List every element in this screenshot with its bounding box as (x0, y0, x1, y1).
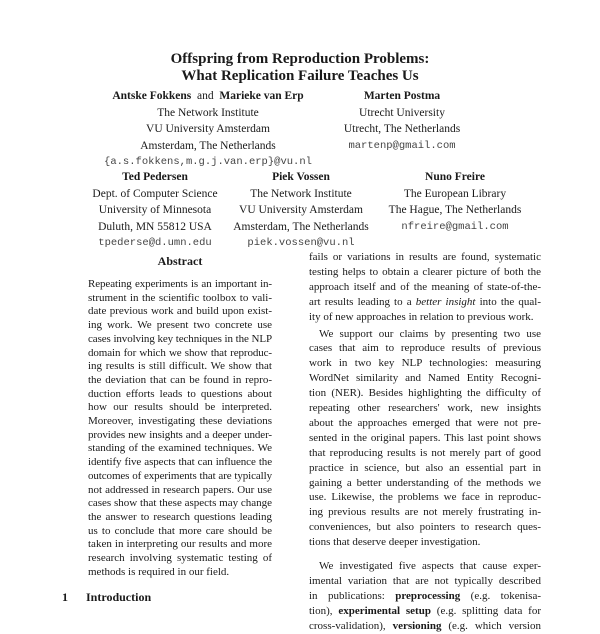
author-name: Marieke van Erp (219, 90, 304, 102)
text-segment: fails or variations in results are found, systematic (309, 251, 541, 263)
abstract-line: provides new insights and a deeper under- (88, 428, 272, 441)
text-segment: ity of new approaches in relation to previous work. (309, 310, 534, 323)
text-segment: repeating other researchers' work, new insights (309, 402, 541, 414)
text-segment: that reproducing results is not merely part of good (309, 446, 541, 459)
text-segment: cross-validation), (309, 619, 393, 632)
affiliation: University of Minnesota (98, 204, 212, 216)
body-line (309, 401, 541, 416)
affiliation: The Hague, The Netherlands (388, 204, 522, 216)
body-line (309, 476, 541, 491)
text-segment: tion (NER). Besides highlighting the difficulty of (309, 387, 541, 400)
emphasis-text: better insight (415, 295, 476, 308)
abstract-line: standing of the examined techniques. We (88, 442, 272, 455)
author-block-vossen (233, 169, 369, 252)
abstract-line: the deviation that can be found in repro- (88, 373, 272, 386)
body-line (309, 535, 541, 550)
abstract-line: research involving systematic testing of (88, 552, 272, 564)
section-title: Introduction (86, 590, 152, 604)
text-segment: conveniences, but also pointers to research ques- (309, 521, 541, 534)
section-heading-introduction (62, 590, 169, 605)
affiliation: Amsterdam, The Netherlands (233, 220, 369, 233)
body-line (309, 490, 541, 505)
text-segment: cases that aim to reproduce results of previous (309, 342, 541, 355)
body-line (309, 416, 541, 431)
abstract-line: duction efforts leads to questions about (88, 387, 272, 400)
affiliation: The Network Institute (250, 187, 352, 200)
affiliation: The Network Institute (157, 106, 259, 119)
abstract-line: ing work. We present two concrete use (88, 319, 272, 332)
text-segment: We support our claims by presenting two use (319, 327, 541, 340)
body-line (309, 295, 541, 310)
affiliation: Utrecht University (359, 106, 445, 119)
text-segment: ing previous results are not merely frustrating in- (309, 506, 541, 519)
author-email[interactable]: tpederse@d.umn.edu (98, 237, 212, 249)
text-segment: imental variation that are not typically described (309, 574, 541, 587)
affiliation: Utrecht, The Netherlands (343, 123, 461, 135)
text-segment: into the qual- (475, 295, 541, 308)
abstract-line: domain for which we show that reproduc- (88, 346, 272, 359)
abstract-line: date previous work and build upon exist- (88, 305, 272, 318)
body-line (309, 265, 541, 280)
body-line (309, 589, 541, 604)
author-email[interactable]: piek.vossen@vu.nl (247, 237, 355, 249)
body-line (309, 574, 541, 589)
body-line (309, 250, 541, 265)
text-segment: use. Likewise, the problems we face in reproduc- (309, 491, 541, 504)
abstract-line: identify five aspects that can influence the (88, 456, 272, 469)
abstract-line: not addressed in research papers. Our use (88, 483, 272, 496)
bold-term: experimental setup (338, 604, 431, 617)
author-block-freire (389, 169, 522, 235)
body-line (309, 280, 541, 295)
text-segment: approach itself and of the meaning of state-of-the- (309, 280, 541, 293)
text-segment: in publications: (309, 589, 396, 602)
body-line (319, 327, 541, 342)
abstract-line: cases show that these aspects may change (88, 497, 272, 510)
abstract-line: Moreover, investigating these deviations (88, 415, 272, 427)
bold-term: preprocessing (395, 589, 461, 602)
abstract-line: taken in interpreting our results and more (88, 538, 272, 551)
affiliation: Amsterdam, The Netherlands (140, 139, 276, 152)
author-email[interactable]: {a.s.fokkens,m.g.j.van.erp}@vu.nl (104, 156, 312, 168)
author-name: Antske Fokkens (112, 90, 192, 102)
abstract-line: methods is required in our field. (88, 565, 230, 578)
author-block-fokkens-vanerp (104, 88, 312, 171)
affiliation: VU University Amsterdam (239, 204, 363, 216)
body-line (309, 386, 541, 401)
body-line (309, 520, 541, 535)
body-line (309, 371, 541, 386)
bold-term: versioning (392, 619, 442, 632)
and-text: and (197, 90, 214, 102)
text-segment: gaining a better understanding of the methods we (309, 476, 541, 489)
abstract-line: ing results is still difficult. We show that (88, 360, 272, 373)
text-segment: art results leading to a (309, 295, 416, 308)
author-name: Piek Vossen (272, 171, 330, 183)
abstract-line: cases involving key techniques in the NLP (88, 332, 272, 345)
body-line (309, 446, 541, 461)
abstract-line: the answer to research questions leading (88, 510, 272, 523)
text-segment: tions that deserve deeper investigation. (309, 536, 481, 549)
text-segment: WordNet similarity and Named Entity Recogni- (309, 372, 541, 385)
affiliation: Duluth, MN 55812 USA (98, 220, 212, 233)
body-line (309, 461, 541, 476)
body-line (309, 604, 541, 619)
title-line: What Replication Failure Teaches Us (181, 68, 419, 84)
text-segment: (e.g. tokenisa- (460, 589, 541, 602)
author-name: Ted Pedersen (122, 171, 188, 183)
body-line (309, 341, 541, 356)
body-line (309, 431, 541, 446)
author-name: Nuno Freire (425, 171, 485, 183)
body-line (309, 619, 541, 634)
text-segment: sented in the original papers. This last point shows (309, 431, 541, 444)
text-segment: work in two key NLP technologies: measuring (309, 357, 541, 370)
abstract-line: outcomes of experiments that are typically (88, 469, 272, 482)
text-segment: We investigated five aspects that cause exper- (319, 560, 541, 572)
abstract-heading: Abstract (157, 254, 203, 268)
text-segment: (e.g. splitting data for (430, 604, 541, 617)
text-segment: practice in science, but also an essential part in (309, 461, 541, 474)
affiliation: Dept. of Computer Science (92, 187, 218, 200)
text-segment: testing helps to obtain a clearer picture of both the (309, 265, 541, 278)
author-email[interactable]: martenp@gmail.com (348, 139, 456, 152)
author-block-pedersen (92, 169, 217, 252)
body-line (309, 505, 541, 520)
abstract-line: Repeating experiments is an important in- (88, 278, 272, 290)
abstract-line: strument in the scientific toolbox to vali- (88, 291, 272, 304)
abstract-line: us to conclude that more care should be (88, 524, 272, 537)
author-block-postma (344, 88, 460, 154)
text-segment: (e.g. which version (441, 619, 541, 632)
affiliation: VU University Amsterdam (146, 123, 270, 135)
section-number: 1 (62, 590, 68, 604)
text-segment: about the approaches emerged that were not pre- (309, 416, 541, 429)
affiliation: The European Library (403, 187, 507, 200)
author-email[interactable]: nfreire@gmail.com (401, 220, 509, 233)
text-segment: tion), (309, 604, 339, 617)
author-name: Marten Postma (363, 90, 441, 102)
body-line (319, 559, 541, 574)
title-line: Offspring from Reproduction Problems: (170, 51, 430, 67)
body-line (309, 310, 541, 325)
body-line (309, 356, 541, 371)
abstract-line: how our results should be interpreted. (88, 401, 272, 414)
